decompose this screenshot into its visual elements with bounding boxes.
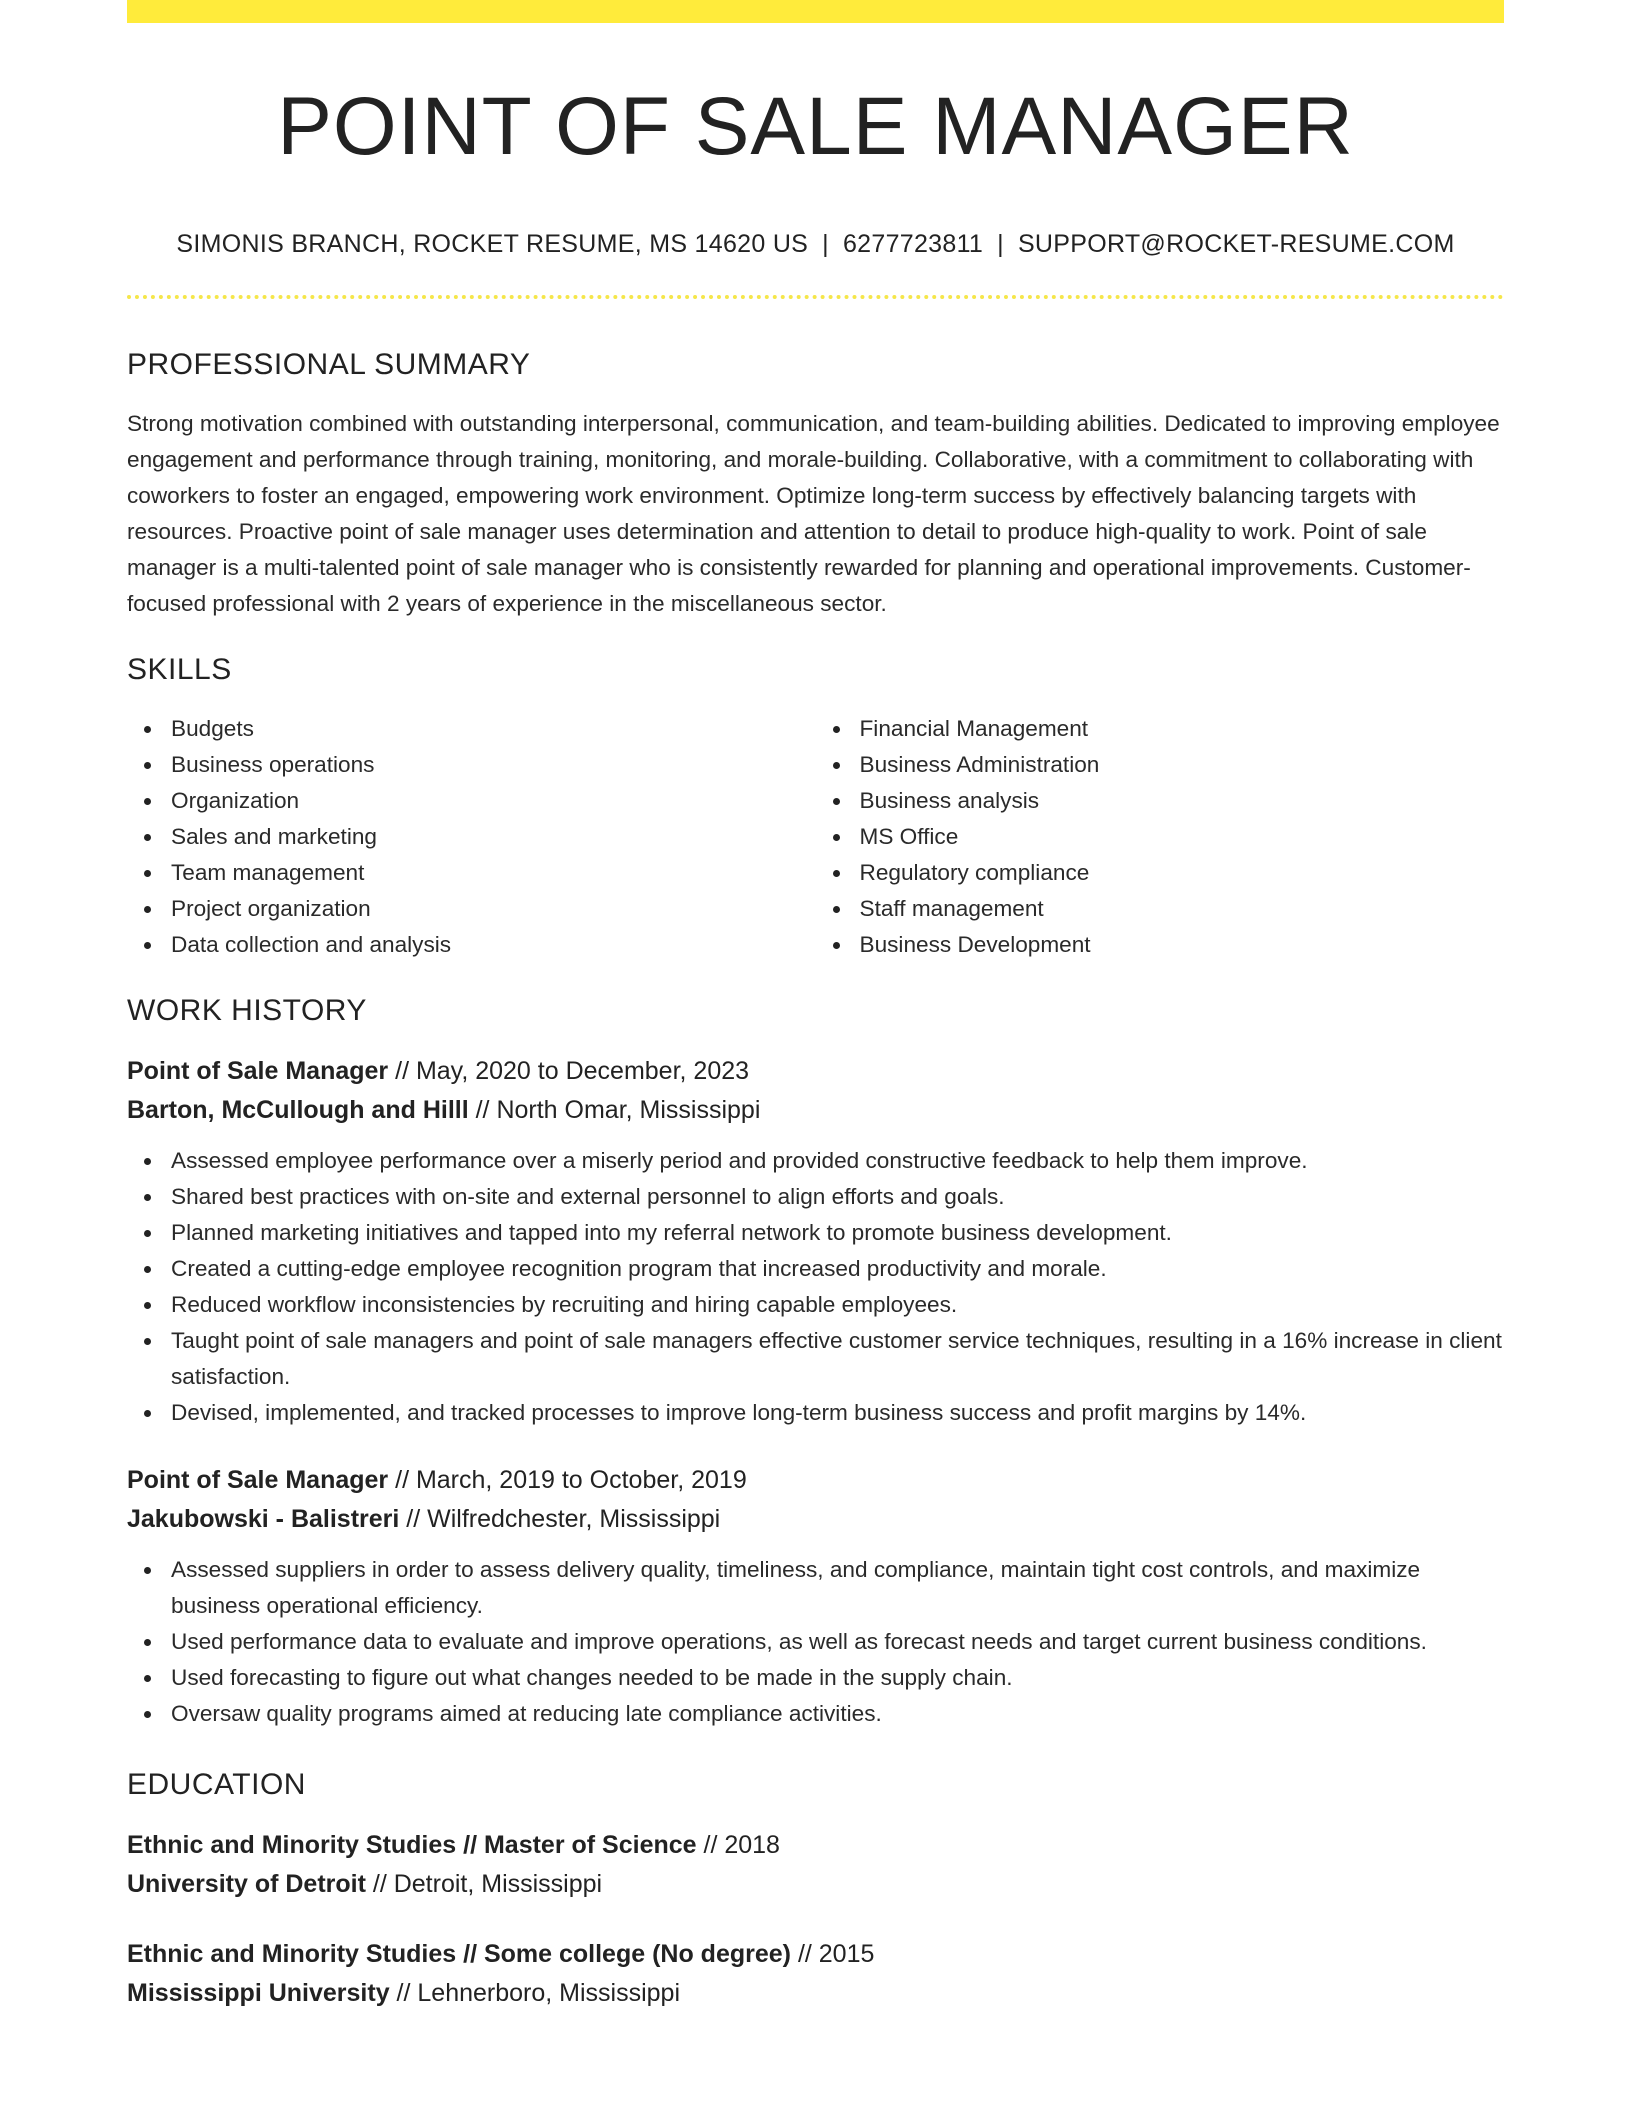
skill-item: Staff management <box>816 891 1505 927</box>
job-location: // Wilfredchester, Mississippi <box>399 1505 721 1533</box>
skill-item: Project organization <box>127 891 816 927</box>
duty-item: Oversaw quality programs aimed at reducing late compliance activities. <box>127 1696 1504 1732</box>
job-dates: // May, 2020 to December, 2023 <box>388 1057 750 1085</box>
education-school-line <box>127 1974 1504 2013</box>
skills-heading: SKILLS <box>127 653 232 686</box>
education-degree: Ethnic and Minority Studies // Master of Science <box>127 1831 697 1859</box>
page-title: POINT OF SALE MANAGER <box>277 81 1354 172</box>
duty-item: Taught point of sale managers and point of sale managers effective customer service techniques, resulting in a 16% increase in client satisfaction. <box>127 1323 1504 1395</box>
education-degree-line <box>127 1826 1504 1865</box>
skill-item: Budgets <box>127 711 816 747</box>
skills-column-right <box>816 711 1505 963</box>
job-company: Barton, McCullough and Hilll <box>127 1096 469 1124</box>
contact-separator: | <box>822 230 829 258</box>
accent-bar <box>127 0 1504 23</box>
duty-item: Planned marketing initiatives and tapped into my referral network to promote business development. <box>127 1215 1504 1251</box>
duty-item: Used forecasting to figure out what changes needed to be made in the supply chain. <box>127 1660 1504 1696</box>
education-degree-line <box>127 1935 1504 1974</box>
skill-item: Business analysis <box>816 783 1505 819</box>
job-title-line <box>127 1052 1504 1091</box>
summary-heading: PROFESSIONAL SUMMARY <box>127 348 531 381</box>
skill-item: Business Development <box>816 927 1505 963</box>
duty-item: Reduced workflow inconsistencies by recruiting and hiring capable employees. <box>127 1287 1504 1323</box>
contact-line <box>127 232 1504 257</box>
job-company-line <box>127 1091 1504 1130</box>
skill-item: Sales and marketing <box>127 819 816 855</box>
resume-page <box>127 0 1504 2013</box>
education-school: University of Detroit <box>127 1870 366 1898</box>
divider <box>127 295 1504 299</box>
job-entry <box>127 1052 1504 1431</box>
education-school-line <box>127 1865 1504 1904</box>
education-school: Mississippi University <box>127 1979 390 2007</box>
contact-phone: 6277723811 <box>842 230 984 258</box>
job-position: Point of Sale Manager <box>127 1057 389 1085</box>
duty-item: Created a cutting-edge employee recognition program that increased productivity and morale. <box>127 1251 1504 1287</box>
education-location: // Lehnerboro, Mississippi <box>389 1979 681 2007</box>
education-location: // Detroit, Mississippi <box>365 1870 603 1898</box>
education-degree: Ethnic and Minority Studies // Some college (No degree) <box>127 1940 791 1968</box>
education-heading: EDUCATION <box>127 1768 306 1801</box>
contact-separator: | <box>997 230 1004 258</box>
education-entry <box>127 1935 1504 2013</box>
duty-item: Shared best practices with on-site and external personnel to align efforts and goals. <box>127 1179 1504 1215</box>
job-position: Point of Sale Manager <box>127 1466 389 1494</box>
job-location: // North Omar, Mississippi <box>468 1096 761 1124</box>
job-duties <box>127 1143 1504 1431</box>
job-company-line <box>127 1500 1504 1539</box>
job-duties <box>127 1552 1504 1732</box>
duty-item: Used performance data to evaluate and improve operations, as well as forecast needs and target current business conditions. <box>127 1624 1504 1660</box>
skills-list <box>127 711 1504 963</box>
job-entry <box>127 1461 1504 1732</box>
job-dates: // March, 2019 to October, 2019 <box>388 1466 747 1494</box>
duty-item: Assessed employee performance over a miserly period and provided constructive feedback to help them improve. <box>127 1143 1504 1179</box>
work-history-heading: WORK HISTORY <box>127 994 367 1027</box>
skill-item: Data collection and analysis <box>127 927 816 963</box>
contact-email: SUPPORT@ROCKET-RESUME.COM <box>1017 230 1455 258</box>
job-company: Jakubowski - Balistreri <box>127 1505 400 1533</box>
summary-text: Strong motivation combined with outstanding interpersonal, communication, and team-building abilities. Dedicated to improving employee engagement and performance through training, monitoring, and morale-building. Collaborative, with a commitment to collaborating with coworkers to foster an engaged, empowering work environment. Optimize long-term success by effectively balancing targets with resources. Proactive point of sale manager uses determination and attention to detail to produce high-quality to work. Point of sale manager is a multi-talented point of sale manager who is consistently rewarded for planning and operational improvements. Customer-focused professional with 2 years of experience in the miscellaneous sector. <box>127 411 1500 616</box>
skill-item: Financial Management <box>816 711 1505 747</box>
duty-item: Assessed suppliers in order to assess delivery quality, timeliness, and compliance, maintain tight cost controls, and maximize business operational efficiency. <box>127 1552 1504 1624</box>
skills-column-left <box>127 711 816 963</box>
duty-item: Devised, implemented, and tracked processes to improve long-term business success and profit margins by 14%. <box>127 1395 1504 1431</box>
skill-item: Organization <box>127 783 816 819</box>
skill-item: Regulatory compliance <box>816 855 1505 891</box>
skill-item: Business Administration <box>816 747 1505 783</box>
contact-address: SIMONIS BRANCH, ROCKET RESUME, MS 14620 US <box>176 230 809 258</box>
skill-item: MS Office <box>816 819 1505 855</box>
education-year: // 2015 <box>791 1940 875 1968</box>
education-entry <box>127 1826 1504 1904</box>
job-title-line <box>127 1461 1504 1500</box>
skill-item: Business operations <box>127 747 816 783</box>
skill-item: Team management <box>127 855 816 891</box>
education-year: // 2018 <box>696 1831 780 1859</box>
